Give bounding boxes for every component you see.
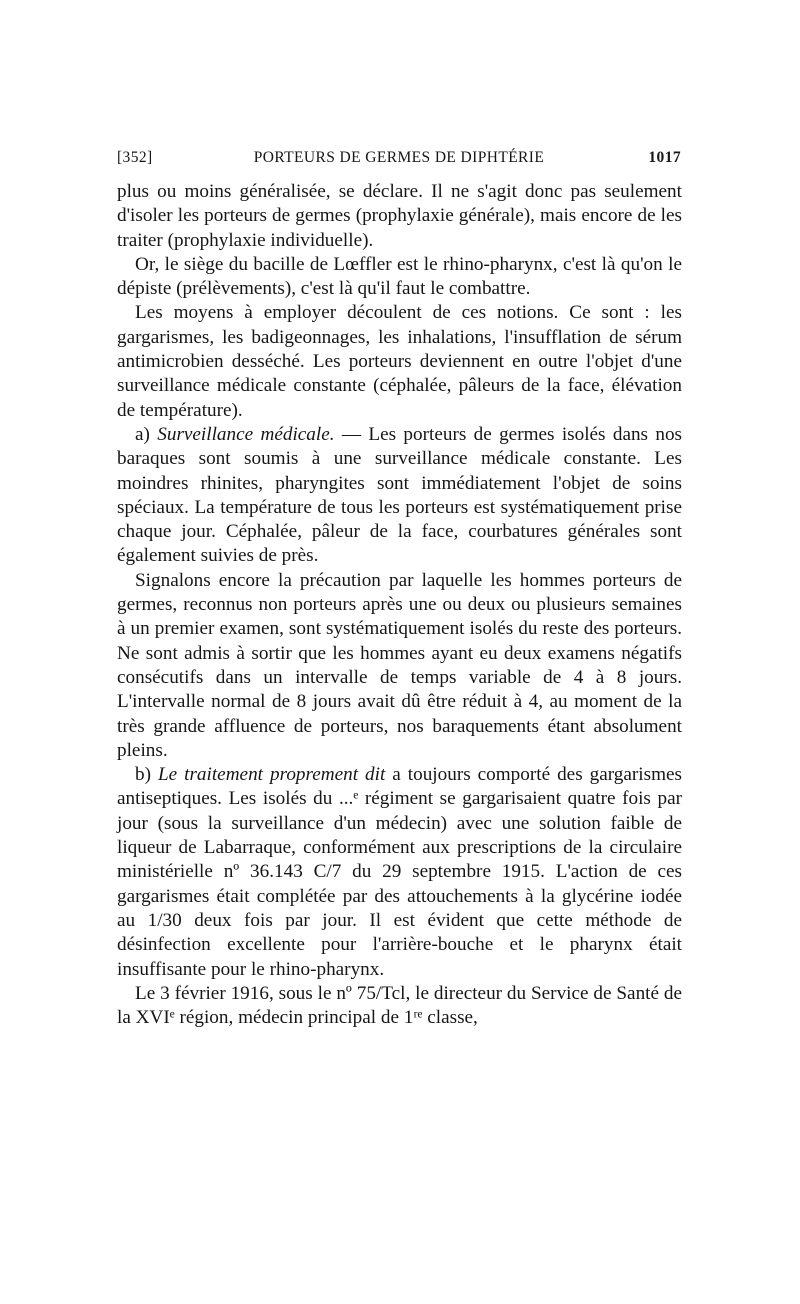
paragraph-3: Les moyens à employer découlent de ces notions. Ce sont : les gargarismes, les badigeonnages, les inhalations, l'insufflation de sérum antimicrobien desséché. Les porteurs deviennent en outre l'objet d'une surveillance médicale constante (céphalée, pâleurs de la face, élévation de température). xyxy=(117,302,682,421)
paragraph-6-text: a toujours comporté des gargarismes antiseptiques. Les isolés du ...ᵉ régiment se gargarisaient quatre fois par jour (sous la surveillance d'un médecin) avec une solution faible de liqueur de Labarraque, conformément aux prescriptions de la circulaire ministérielle nº 36.143 C/7 du 29 septembre 1915. L'action de ces gargarismes était complétée par des attouchements à la glycérine iodée au 1/30 deux fois par jour. Il est évident que cette méthode de désinfection excellente pour l'arrière-bouche et le pharynx était insuffisante pour le rhino-pharynx. xyxy=(117,764,682,980)
list-marker-b: b) xyxy=(135,764,158,786)
paragraph-2: Or, le siège du bacille de Lœffler est le rhino-pharynx, c'est là qu'on le dépiste (prélèvements), c'est là qu'il faut le combattre. xyxy=(117,253,682,300)
paragraph-6 xyxy=(117,763,682,982)
paragraph-4-text: — Les porteurs de germes isolés dans nos baraques sont soumis à une surveillance médicale constante. Les moindres rhinites, pharyngites sont immédiatement l'objet de soins spéciaux. La température de tous les porteurs est systématiquement prise chaque jour. Céphalée, pâleur de la face, courbatures générales sont également suivies de près. xyxy=(117,423,683,567)
paragraph-1: plus ou moins généralisée, se déclare. Il ne s'agit donc pas seulement d'isoler les porteurs de germes (prophylaxie générale), mais encore de les traiter (prophylaxie individuelle). xyxy=(117,181,682,251)
paragraph-7: Le 3 février 1916, sous le nº 75/Tcl, le directeur du Service de Santé de la XVIᵉ région, médecin principal de 1ʳᵉ classe, xyxy=(117,982,682,1029)
page-number: 1017 xyxy=(648,149,681,166)
paragraph-4 xyxy=(117,423,682,569)
section-marker: [352] xyxy=(117,149,153,166)
paragraph-5: Signalons encore la précaution par laquelle les hommes porteurs de germes, reconnus non porteurs après une ou deux ou plusieurs semaines à un premier examen, sont systématiquement isolés du reste des porteurs. Ne sont admis à sortir que les hommes ayant eu deux examens négatifs consécutifs dans un intervalle de temps variable de 4 à 8 jours. L'intervalle normal de 8 jours avait dû être réduit à 4, au moment de la très grande affluence de porteurs, nos baraquements étant absolument pleins. xyxy=(117,569,682,761)
subheading-surveillance: Surveillance médicale. xyxy=(157,423,335,445)
list-marker-a: a) xyxy=(135,423,158,445)
body-text xyxy=(117,180,682,1030)
running-title: PORTEURS DE GERMES DE DIPHTÉRIE xyxy=(253,149,545,166)
subheading-traitement: Le traitement proprement dit xyxy=(157,764,386,786)
